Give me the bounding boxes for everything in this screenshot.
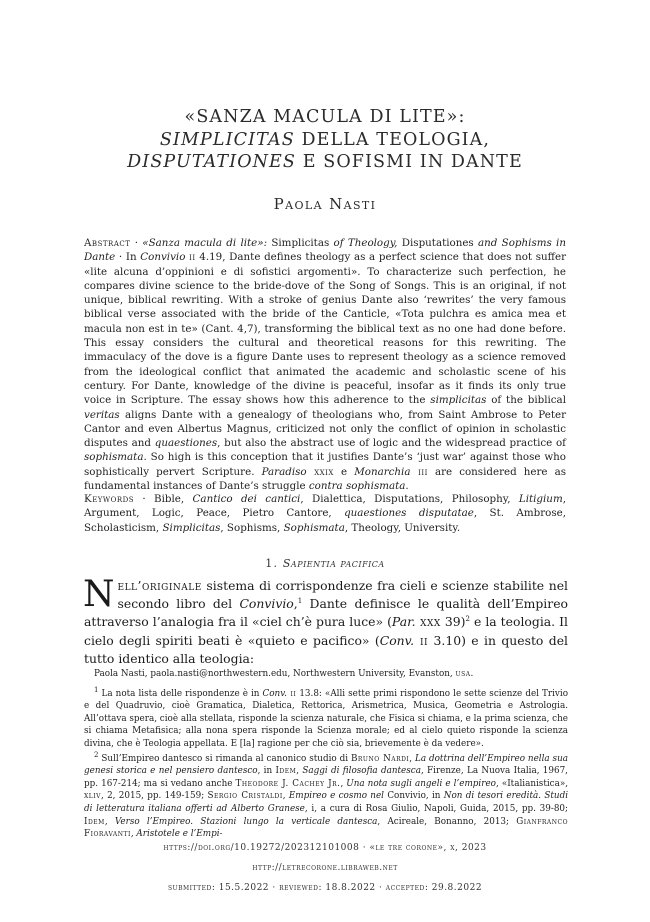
title-text-2: DELLA TEOLOGIA, [294, 129, 491, 150]
keywords-k8: Simplicitas [162, 521, 221, 534]
abstract-sep: · [130, 237, 143, 249]
page-footer [0, 838, 650, 898]
keywords-k10: Sophismata [283, 521, 345, 534]
keywords-k3: , Dialettica, Disputations, Philosophy, [300, 493, 519, 505]
body-p3: Dante definisce le qualità dell’Empireo attraverso l’analogia fra il «ciel ch’è pura luce» ( [84, 596, 568, 630]
fn2-z: Gianfranco Fioravanti [84, 816, 569, 840]
keywords-k1: · Bible, [134, 493, 193, 505]
doi-line[interactable]: https://doi.org/10.19272/202312101008 · «le tre corone», x, 2023 [163, 843, 487, 853]
fn2-m: , «Italianistica», [495, 778, 569, 789]
keywords [84, 492, 566, 535]
author-affiliation [84, 668, 568, 681]
fn2-b: Bruno Nardi [350, 753, 410, 764]
abstract-label: Abstract [84, 237, 131, 249]
abstract-t9: 4.19, Dante defines theology as a perfect science that does not suffer «lite alcuna d’oppinioni e di sofistici argomenti». To characterize such perfection, he compares divine science to the bride-dove of the Song of Songs. This is an original, if not unique, biblical rewriting. With a stroke of genius Dante also ‘rewrites’ the very famous biblical verse associated with the bride of the Canticle, «Tota pulchra es amica mea et macula non est in te» (Cant. 4,7), transforming the biblical text as no one had done before. This essay considers the cultural and theoretical reasons for this rewriting. The immaculacy of the dove is a figure Dante uses to represent theology as a science removed from the ideological conflict that animated the academic and scholastic scene of his century. For Dante, knowledge of the divine is peaceful, insofar as it finds its only true voice in Scripture. The essay shows how this adherence to the [84, 251, 566, 407]
footnote-1-mark: 1 [94, 685, 99, 694]
abstract-t13: aligns Dante with a genealogy of theologians who, from Saint Ambrose to Peter Cantor and even Albertus Magnus, criticized not only the conflict of opinion in scholastic disputes and [84, 408, 566, 450]
body-p5sc: xxx [415, 614, 441, 630]
fn2-y: , Acireale, Bonanno, 2013; [377, 816, 517, 827]
author-name: Paola Nasti [273, 195, 377, 213]
body-p5: 39) [440, 614, 466, 630]
body-p6: e la teologia. Il cielo degli spiriti beati è «quieto e pacifico» ( [84, 614, 568, 648]
fn2-u: , i, a cura di Rosa Giulio, Napoli, Guida, 2015, pp. 39-80; [304, 803, 568, 814]
keywords-label: Keywords [84, 493, 135, 505]
keywords-k11: , Theology, University. [344, 521, 461, 534]
fn2-h: Saggi di filosofia dantesca [302, 766, 421, 777]
footnote-1 [84, 685, 569, 751]
fn2-j: Theodore J. Cachey Jr. [235, 778, 341, 789]
keywords-k7: , St. Ambrose, Scholasticism, [84, 507, 566, 534]
abstract-t7: Convivio [140, 251, 186, 264]
submission-dates: submitted: 15.5.2022 · reviewed: 18.8.2022 · accepted: 29.8.2022 [167, 883, 483, 893]
affiliation-text: Paola Nasti, paola.nasti@northwestern.edu, Northwestern University, Evanston, [94, 669, 456, 679]
abstract-t4: Disputationes [397, 237, 479, 249]
footnote-ref-2[interactable]: 2 [465, 615, 470, 624]
body-p2: Convivio [239, 596, 294, 612]
fn2-f: Idem [275, 766, 297, 777]
abstract-t18: Paradiso [261, 465, 307, 478]
fn2-v: Idem [84, 816, 105, 827]
abstract-t20: Monarchia [354, 465, 411, 478]
fn2-x: Verso l’Empireo. Stazioni lungo la verticale dantesca [114, 816, 378, 827]
abstract-t19sc: xxix [306, 465, 334, 478]
section-number: 1. [265, 557, 283, 570]
abstract [84, 236, 566, 493]
body-p8: 3.10) e in questo del tutto identico alla teologia: [84, 632, 568, 666]
title-text-3: E SOFISMI IN DANTE [296, 152, 523, 172]
abstract-t22: contra sophismata [308, 480, 406, 493]
fn2-i: , Firenze, La Nuova Italia, 1967, pp. 167-214; ma si vedano anche [84, 766, 568, 789]
keywords-k2: Cantico dei cantici [192, 493, 301, 505]
title-line-3 [0, 151, 650, 174]
title-line-2 [0, 129, 650, 152]
fn2-w: , [104, 816, 115, 827]
fn1-b: Conv. [262, 688, 287, 699]
journal-url[interactable]: http://letrecorone.libraweb.net [252, 863, 398, 873]
abstract-t14: quaestiones [154, 437, 218, 450]
fn2-aa: , [130, 829, 137, 840]
fn2-g: , [296, 766, 303, 777]
keywords-k6: quaestiones disputatae [344, 507, 474, 520]
fn2-bb: Aristotele e l’Empi- [136, 829, 223, 840]
fn2-p: Sergio Cristaldi [207, 791, 283, 802]
abstract-t23: . [405, 480, 409, 493]
section-title: Sapientia pacifica [282, 557, 385, 570]
abstract-t3: of Theology, [333, 237, 398, 249]
abstract-t2: Simplicitas [267, 237, 334, 249]
fn1-a: La nota lista delle rispondenze è in [98, 688, 263, 699]
affiliation-end: . [470, 669, 474, 679]
abstract-t11: of the biblical [486, 394, 566, 407]
body-p8sc: ii [414, 632, 429, 648]
article-title [0, 106, 650, 174]
fn2-o: , 2, 2015, pp. 149-159; [100, 791, 208, 802]
abstract-t17: . So high is this conception that it justifies Dante’s ‘just war’ against those who sophistically pervert Scripture. [84, 451, 566, 478]
body-p4: Par. [391, 614, 416, 630]
fn2-t: Non di tesori eredità. Studi di letteratura italiana offerti ad Alberto Granese [84, 791, 569, 814]
abstract-t5: and Sophisms in Dante [84, 237, 566, 264]
affiliation-country: usa [455, 669, 471, 679]
footnotes [84, 668, 568, 843]
body-lead: ell’originale [117, 578, 202, 593]
keywords-k4: Litigium [518, 493, 563, 505]
keywords-k5: , Argument, Logic, Peace, Pietro Cantore, [84, 493, 566, 520]
body-p7: Conv. [379, 632, 415, 648]
fn1-c: 13.8: «Alli sette primi rispondono le sette scienze del Trivio e del Quadruvio, cioè Gramatica, Dialetica, Rettorica, Arismetrica, Musica, Geometria e Astrologia. All’ottava spera, cioè alla stellata, risponde la scienza naturale, che Fisica si chiama, e la prima scienza, che si chiama Metafisica; alla nona spera risponde la Scienza morale; ed al cielo quieto risponde la scienza divina, che è Teologia appellata. E [la] ragione per che ciò sia, brievemente è da vedere». [84, 688, 569, 749]
footnote-2-mark: 2 [94, 750, 99, 759]
keywords-k9: , Sophisms, [220, 521, 284, 534]
fn2-c: , [409, 753, 415, 764]
fn2-n: xliv [84, 791, 101, 802]
section-heading [0, 557, 650, 570]
body-p1: sistema di corrispondenze fra cieli e scienze stabilite nel secondo libro del [117, 578, 568, 612]
title-line-1 [0, 106, 650, 129]
title-italic-3: DISPUTATIONES [127, 152, 297, 172]
abstract-t6: · In [115, 251, 141, 264]
abstract-t19: e [333, 465, 355, 478]
fn2-k: , [340, 778, 347, 789]
abstract-t21sc: iii [410, 465, 428, 478]
abstract-t16: sophismata [84, 451, 144, 464]
fn2-a: Sull’Empireo dantesco si rimanda al canonico studio di [98, 753, 351, 764]
abstract-t12: veritas [84, 408, 120, 421]
abstract-t1: «Sanza macula di lite»: [142, 237, 268, 249]
fn2-e: , in [257, 766, 276, 777]
abstract-t8sc: ii [189, 251, 196, 264]
fn1-sc: ii [286, 688, 297, 699]
abstract-t15: , but also the abstract use of logic and the widespread practice of [217, 437, 566, 450]
drop-cap: N [83, 574, 115, 615]
title-italic-2: SIMPLICITAS [159, 129, 295, 150]
fn2-s: Convivio, in [384, 791, 444, 802]
footnote-ref-1[interactable]: 1 [297, 597, 303, 606]
abstract-t21: are considered here as fundamental instances of Dante’s struggle [84, 465, 567, 493]
footnote-2 [84, 750, 569, 841]
fn2-r: Empireo e cosmo nel [288, 791, 384, 802]
abstract-t10: simplicitas [430, 394, 487, 407]
body-paragraph: Nell’originale sistema di corrispondenze fra cieli e scienze stabilite nel secondo libro del Convivio,$^1$ Dante definisce le qualità dell’Empireo attraverso l’analogia fra il «ciel ch’è pura luce» (Par. xxx 39)$^2$ e la teologia. Il cielo degli spiriti beati è «quieto e pacifico» (Conv. ii 3.10) e in questo del tutto identico alla teologia: [83, 574, 568, 666]
fn2-l: Una nota sugli angeli e l’empireo [346, 778, 496, 789]
fn2-d: La dottrina dell’Empireo nella sua genesi storica e nel pensiero dantesco [84, 753, 568, 777]
title-text-1: «SANZA MACULA DI LITE»: [184, 107, 466, 127]
fn2-q: , [282, 791, 289, 802]
